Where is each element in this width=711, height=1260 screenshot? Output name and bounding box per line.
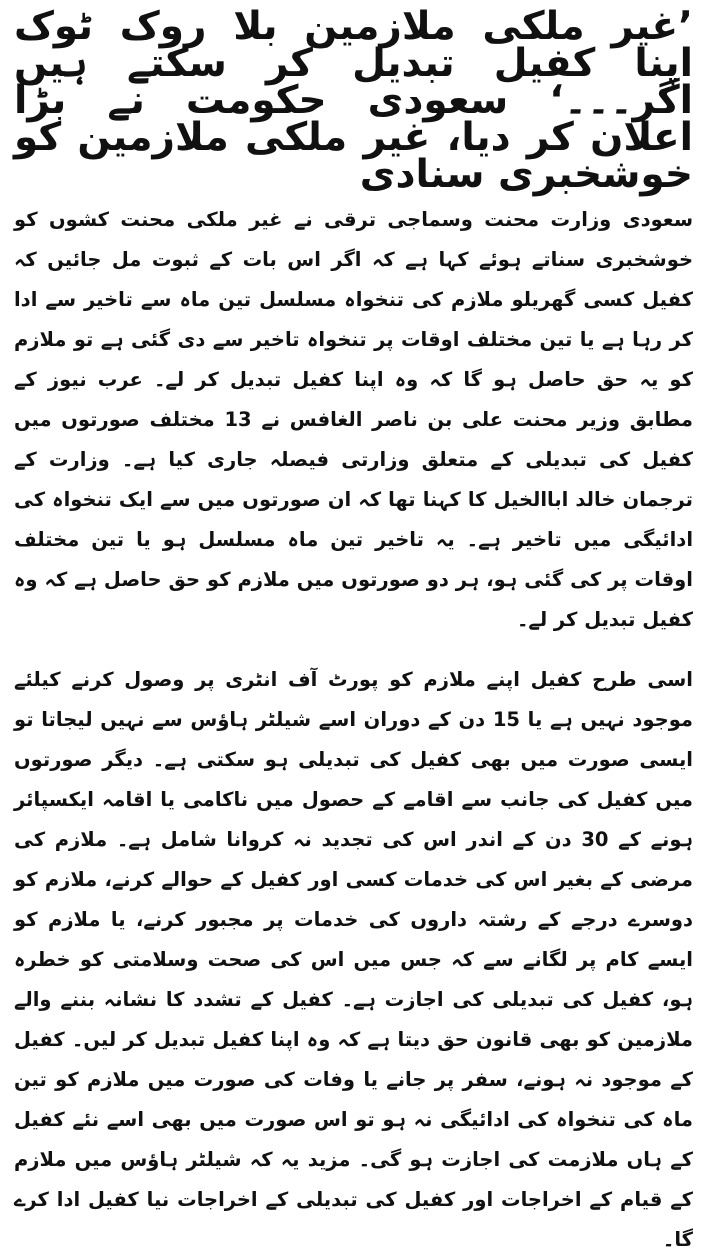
article-paragraph-1: سعودی وزارت محنت وسماجی ترقی نے غیر ملکی محنت کشوں کو خوشخبری سناتے ہوئے کہا ہے کہ اگر اس بات کے ثبوت مل جائیں کہ کفیل کسی گھریلو ملازم کی تنخواہ مسلسل تین ماہ سے تاخیر سے ادا کر رہا ہے یا تین مختلف اوقات پر تنخواہ تاخیر سے دی گئی ہے تو ملازم کو یہ حق حاصل ہو گا کہ وہ اپنا کفیل تبدیل کر لے۔ عرب نیوز کے مطابق وزیر محنت علی بن ناصر الغافس نے 13 مختلف صورتوں میں کفیل کی تبدیلی کے متعلق وزارتی فیصلہ جاری کیا ہے۔ وزارت کے ترجمان خالد اباالخیل کا کہنا تھا کہ ان صورتوں میں سے ایک تنخواہ کی ادائیگی میں تاخیر ہے۔ یہ تاخیر تین ماہ مسلسل ہو یا تین مختلف اوقات پر کی گئی ہو، ہر دو صورتوں میں ملازم کو حق حاصل ہے کہ وہ کفیل تبدیل کر لے۔ <box>14 208 694 631</box>
article-headline: ’غیر ملکی ملازمین بلا روک ٹوک اپنا کفیل تبدیل کر سکتے ہیں اگر۔۔۔‘ سعودی حکومت نے بڑا اعلان کر دیا، غیر ملکی ملازمین کو خوشخبری سنادی <box>14 4 693 197</box>
news-article <box>14 2 693 1260</box>
article-paragraph-2: اسی طرح کفیل اپنے ملازم کو پورٹ آف انٹری پر وصول کرنے کیلئے موجود نہیں ہے یا 15 دن کے دوران اسے شیلٹر ہاؤس سے نہیں لیجاتا تو ایسی صورت میں بھی کفیل کی تبدیلی ہو سکتی ہے۔ دیگر صورتوں میں کفیل کی جانب سے اقامے کے حصول میں ناکامی یا اقامہ ایکسپائر ہونے کے 30 دن کے اندر اس کی تجدید نہ کروانا شامل ہے۔ ملازم کی مرضی کے بغیر اس کی خدمات کسی اور کفیل کے حوالے کرنے، ملازم کو دوسرے درجے کے رشتہ داروں کی خدمات پر مجبور کرنے، یا ملازم کو ایسے کام پر لگانے سے کہ جس میں اس کی صحت وسلامتی کو خطرہ ہو، کفیل کی تبدیلی کی اجازت ہے۔ کفیل کے تشدد کا نشانہ بننے والے ملازمین کو بھی قانون حق دیتا ہے کہ وہ اپنا کفیل تبدیل کر لیں۔ کفیل کے موجود نہ ہونے، سفر پر جانے یا وفات کی صورت میں ملازم کو تین ماہ کی تنخواہ کی ادائیگی نہ ہو تو اس صورت میں بھی اسے نئے کفیل کے ہاں ملازمت کی اجازت ہو گی۔ مزید یہ کہ شیلٹر ہاؤس میں ملازم کے قیام کے اخراجات اور کفیل کی تبدیلی کے اخراجات نیا کفیل ادا کرے گا۔ <box>14 668 693 1251</box>
